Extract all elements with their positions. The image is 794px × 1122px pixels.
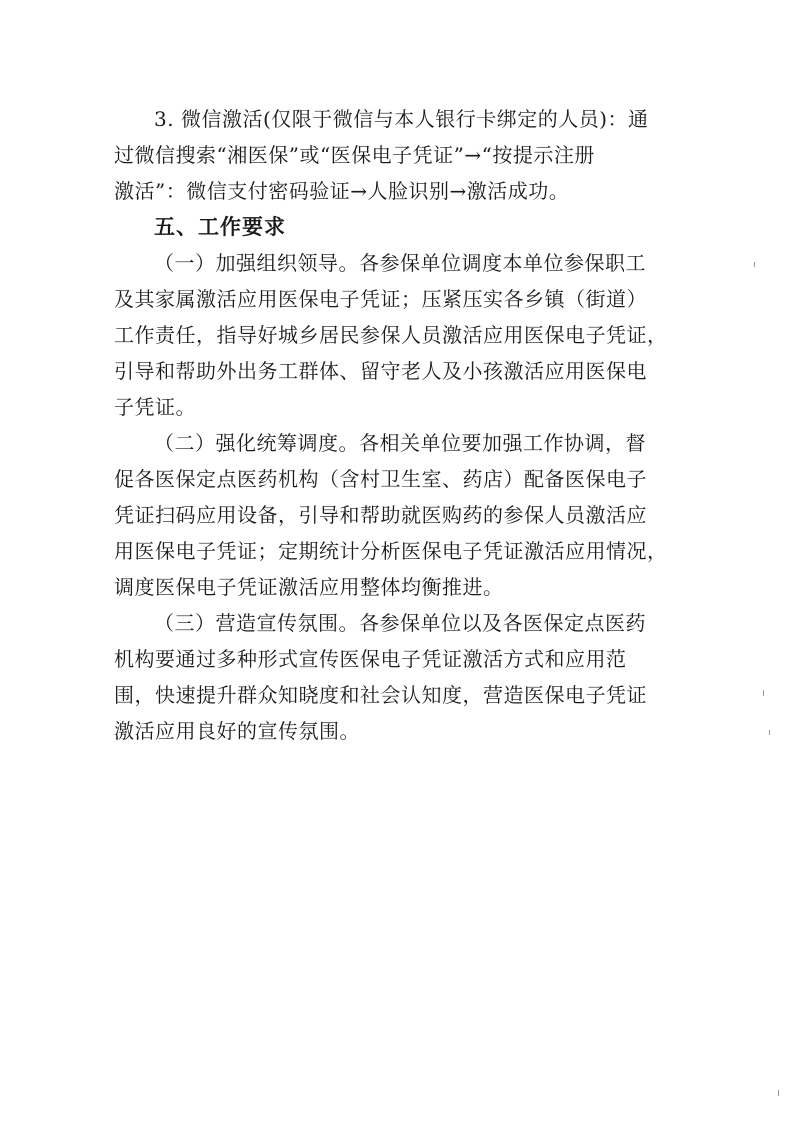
text-line: 子凭证。 bbox=[114, 395, 196, 419]
subsection-1-paragraph bbox=[114, 245, 682, 425]
text-line: 围，快速提升群众知晓度和社会认知度，营造医保电子凭证 bbox=[114, 683, 647, 707]
text-line: （二）强化统筹调度。各相关单位要加强工作协调，督 bbox=[154, 431, 646, 455]
scan-speck bbox=[754, 262, 755, 267]
text-line: 促各医保定点医药机构（含村卫生室、药店）配备医保电子 bbox=[114, 467, 647, 491]
text-line: 过微信搜索“湘医保”或“医保电子凭证”→“按提示注册 bbox=[114, 143, 595, 167]
text-line: 及其家属激活应用医保电子凭证；压紧压实各乡镇（街道） bbox=[114, 287, 647, 311]
document-body bbox=[114, 101, 682, 749]
text-line: 引导和帮助外出务工群体、留守老人及小孩激活应用医保电 bbox=[114, 359, 647, 383]
text-line: （三）营造宣传氛围。各参保单位以及各医保定点医药 bbox=[154, 611, 646, 635]
text-line: 调度医保电子凭证激活应用整体均衡推进。 bbox=[114, 575, 504, 599]
section-5-heading: 五、工作要求 bbox=[154, 215, 286, 239]
text-line: 工作责任，指导好城乡居民参保人员激活应用医保电子凭证， bbox=[114, 323, 668, 347]
scan-speck bbox=[763, 690, 764, 696]
subsection-2-paragraph bbox=[114, 425, 682, 605]
text-line: 凭证扫码应用设备，引导和帮助就医购药的参保人员激活应 bbox=[114, 503, 647, 527]
scan-speck bbox=[769, 730, 770, 735]
text-line: 用医保电子凭证；定期统计分析医保电子凭证激活应用情况， bbox=[114, 539, 668, 563]
text-line: （一）加强组织领导。各参保单位调度本单位参保职工 bbox=[154, 251, 646, 275]
subsection-3-paragraph bbox=[114, 605, 682, 749]
text-line: 激活应用良好的宣传氛围。 bbox=[114, 719, 360, 743]
text-line: 机构要通过多种形式宣传医保电子凭证激活方式和应用范 bbox=[114, 647, 627, 671]
text-line: 激活”：微信支付密码验证→人脸识别→激活成功。 bbox=[114, 179, 570, 203]
scan-speck bbox=[778, 1090, 779, 1096]
text-line: 3. 微信激活(仅限于微信与本人银行卡绑定的人员)：通 bbox=[154, 107, 649, 131]
item-3-paragraph bbox=[114, 101, 682, 209]
